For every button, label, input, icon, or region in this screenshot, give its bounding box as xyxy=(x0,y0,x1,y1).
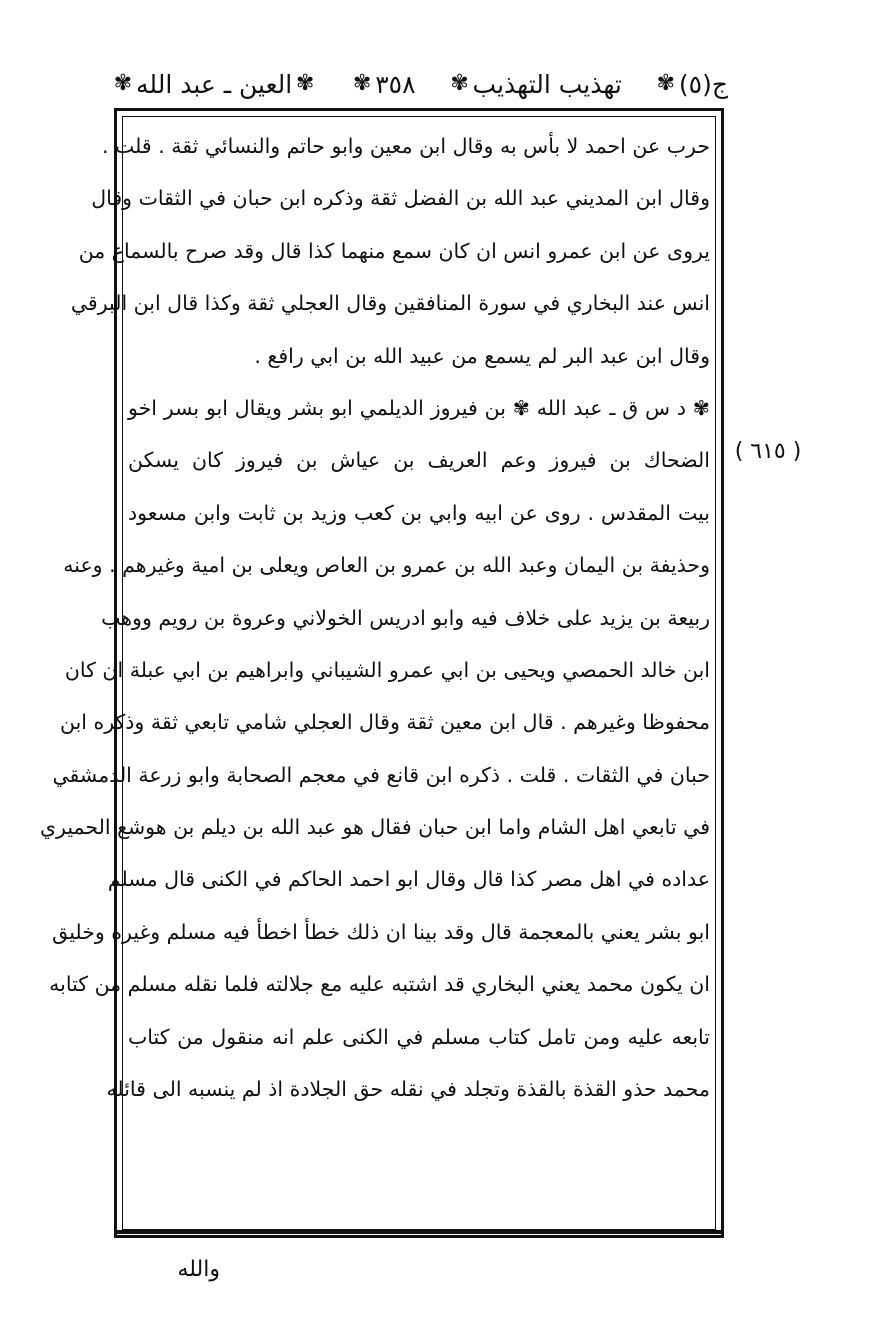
text-line: محمد حذو القذة بالقذة وتجلد في نقله حق الجلادة اذ لم ينسبه الى قائله xyxy=(106,1077,710,1102)
ornament-icon: ✾ xyxy=(296,71,315,96)
text-line: عداده في اهل مصر كذا قال وقال ابو احمد الحاكم في الكنى قال مسلم xyxy=(107,867,710,892)
header-volume xyxy=(653,70,728,99)
header-page xyxy=(349,70,415,99)
entry-heading-line: ✾ د س ق ـ عبد الله ✾ بن فيروز الديلمي ابو بشر ويقال ابو بسر اخو xyxy=(128,395,710,420)
ornament-icon: ✾ xyxy=(353,71,372,96)
volume-label: ج(٥) xyxy=(678,69,728,99)
text-line: حرب عن احمد لا بأس به وقال ابن معين وابو حاتم والنسائي ثقة . قلت . xyxy=(101,134,710,158)
ornament-icon: ✾ xyxy=(656,71,676,96)
text-line: وقال ابن عبد البر لم يسمع من عبيد الله بن ابي رافع . xyxy=(254,343,710,368)
text-line: وقال ابن المديني عبد الله بن الفضل ثقة وذكره ابن حبان في الثقات وقال xyxy=(91,186,710,211)
text-line: بيت المقدس . روى عن ابيه وابي بن كعب وزيد بن ثابت وابن مسعود xyxy=(128,500,710,525)
page-number: ٣٥٨ xyxy=(375,69,416,99)
text-line: تابعه عليه ومن تامل كتاب مسلم في الكنى علم انه منقول من كتاب xyxy=(128,1024,710,1049)
text-line: حبان في الثقات . قلت . ذكره ابن قانع في معجم الصحابة وابو زرعة الدمشقي xyxy=(52,762,710,787)
text-line: وحذيفة بن اليمان وعبد الله بن عمرو بن العاص ويعلى بن امية وغيرهم . وعنه xyxy=(63,553,710,578)
catchword: والله xyxy=(177,1257,220,1282)
body-text xyxy=(39,120,710,1115)
ornament-icon: ✾ xyxy=(450,71,469,96)
text-line: ابن خالد الحمصي ويحيى بن ابي عمرو الشيباني وابراهيم بن ابي عبلة ان كان xyxy=(64,657,710,682)
header-book xyxy=(447,70,622,99)
text-line: ان يكون محمد يعني البخاري قد اشتبه عليه مع جلالته فلما نقله مسلم من كتابه xyxy=(49,972,710,997)
frame-bottom-rule xyxy=(114,1230,724,1234)
text-line: انس عند البخاري في سورة المنافقين وقال العجلي ثقة وكذا قال ابن البرقي xyxy=(70,291,710,316)
text-line: ربيعة بن يزيد على خلاف فيه وابو ادريس الخولاني وعروة بن رويم ووهب xyxy=(101,605,710,630)
text-line: ابو بشر يعني بالمعجمة قال وقد بينا ان ذلك خطأ اخطأ فيه مسلم وغيره وخليق xyxy=(52,919,710,944)
header-section xyxy=(110,70,318,99)
section-title: العين ـ عبد الله xyxy=(136,69,293,99)
text-line: في تابعي اهل الشام واما ابن حبان فقال هو عبد الله بن ديلم بن هوشع الحميري xyxy=(39,815,710,840)
entry-number: ( ٦١٥ ) xyxy=(734,439,802,464)
text-line: يروى عن ابن عمرو انس ان كان سمع منهما كذا قال وقد صرح بالسماع من xyxy=(78,238,710,263)
running-header xyxy=(110,62,728,106)
book-title: تهذيب التهذيب xyxy=(472,69,622,99)
ornament-icon: ✾ xyxy=(113,71,133,96)
text-line: محفوظا وغيرهم . قال ابن معين ثقة وقال العجلي شامي تابعي ثقة وذكره ابن xyxy=(59,710,710,735)
text-line: الضحاك بن فيروز وعم العريف بن عياش بن فيروز كان يسكن xyxy=(128,448,710,473)
